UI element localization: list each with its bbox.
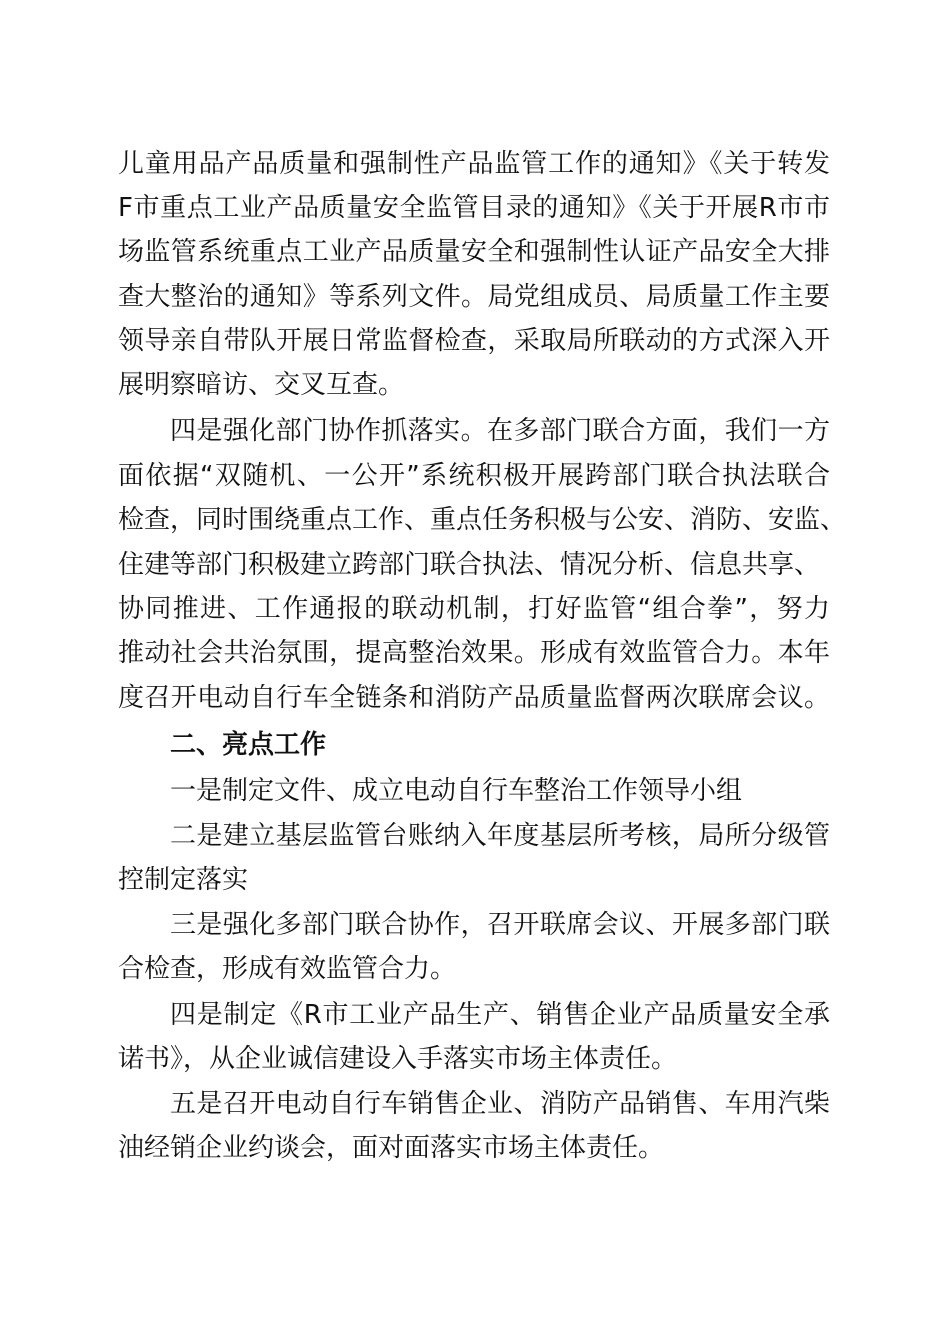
text-line: 场监管系统重点工业产品质量安全和强制性认证产品安全大排 bbox=[118, 237, 830, 267]
text-line: 四是强化部门协作抓落实。在多部门联合方面，我们一方 bbox=[170, 416, 830, 446]
list-item: 一是制定文件、成立电动自行车整治工作领导小组 bbox=[170, 776, 743, 806]
text-line: 推动社会共治氛围，提高整治效果。形成有效监管合力。本年 bbox=[118, 638, 830, 668]
section-heading: 二、亮点工作 bbox=[170, 730, 327, 760]
list-item: 四是制定《R市工业产品生产、销售企业产品质量安全承 bbox=[170, 1000, 830, 1030]
list-item-continuation: 控制定落实 bbox=[118, 865, 249, 895]
text-line: 查大整治的通知》等系列文件。局党组成员、局质量工作主要 bbox=[118, 282, 830, 312]
list-item-continuation: 合检查，形成有效监管合力。 bbox=[118, 954, 457, 984]
text-line: 协同推进、工作通报的联动机制，打好监管“组合拳”，努力 bbox=[118, 594, 830, 624]
list-item: 三是强化多部门联合协作，召开联席会议、开展多部门联 bbox=[170, 910, 830, 940]
text-line: 领导亲自带队开展日常监督检查，采取局所联动的方式深入开 bbox=[118, 326, 830, 356]
text-line: 面依据“双随机、一公开”系统积极开展跨部门联合执法联合 bbox=[118, 461, 830, 491]
list-item-continuation: 诺书》，从企业诚信建设入手落实市场主体责任。 bbox=[118, 1044, 678, 1074]
text-line: 住建等部门积极建立跨部门联合执法、情况分析、信息共享、 bbox=[118, 550, 821, 580]
text-line: F市重点工业产品质量安全监管目录的通知》《关于开展R市市 bbox=[118, 193, 830, 223]
list-item-continuation: 油经销企业约谈会，面对面落实市场主体责任。 bbox=[118, 1133, 665, 1163]
text-line: 儿童用品产品质量和强制性产品监管工作的通知》《关于转发 bbox=[118, 149, 830, 179]
text-line: 展明察暗访、交叉互查。 bbox=[118, 370, 405, 400]
text-line: 检查，同时围绕重点工作、重点任务积极与公安、消防、安监、 bbox=[118, 505, 847, 535]
text-line: 度召开电动自行车全链条和消防产品质量监督两次联席会议。 bbox=[118, 683, 830, 713]
list-item: 二是建立基层监管台账纳入年度基层所考核，局所分级管 bbox=[170, 821, 830, 851]
list-item: 五是召开电动自行车销售企业、消防产品销售、车用汽柴 bbox=[170, 1089, 830, 1119]
